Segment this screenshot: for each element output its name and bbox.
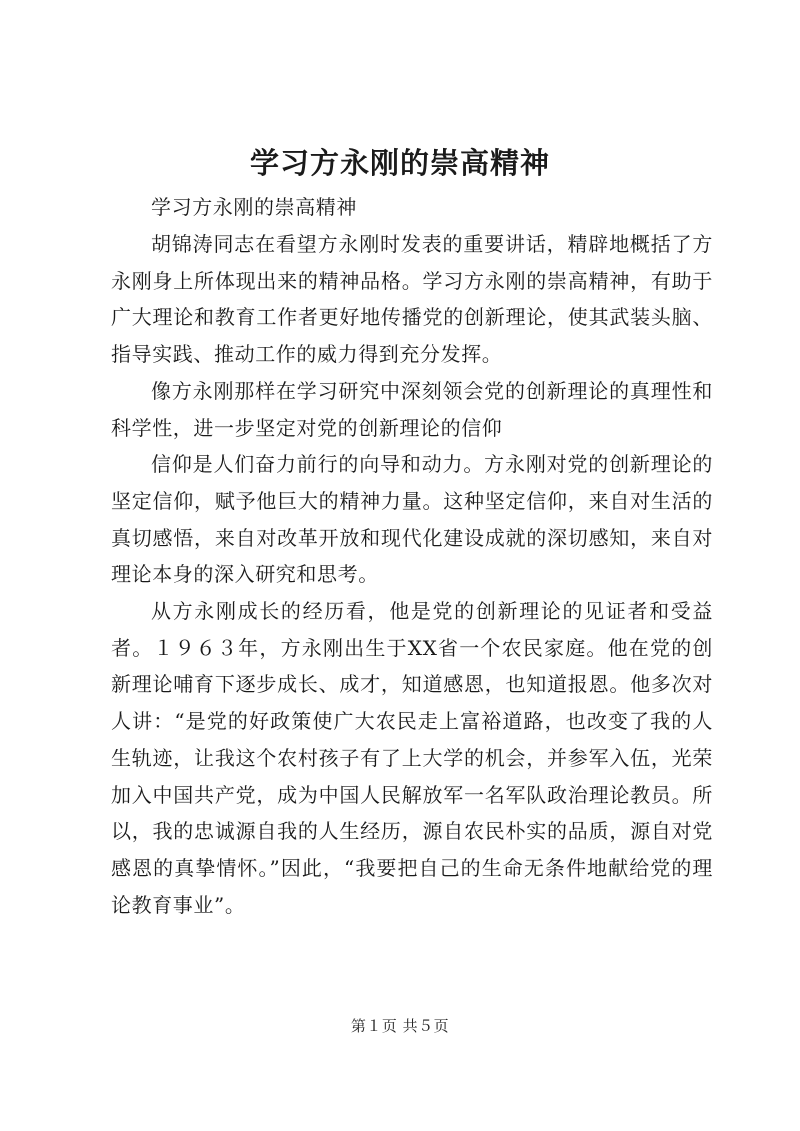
body-paragraph: 胡锦涛同志在看望方永刚时发表的重要讲话，精辟地概括了方永刚身上所体现出来的精神品格。学习方永刚的崇高精神，有助于广大理论和教育工作者更好地传播党的创新理论，使其武装头脑、指导实践、推动工作的威力得到充分发挥。 — [111, 232, 713, 367]
document-body — [111, 188, 713, 923]
body-paragraph: 从方永刚成长的经历看，他是党的创新理论的见证者和受益者。１９６３年，方永刚出生于XX省一个农民家庭。他在党的创新理论哺育下逐步成长、成才，知道感恩，也知道报恩。他多次对人讲：“是党的好政策使广大农民走上富裕道路，也改变了我的人生轨迹，让我这个农村孩子有了上大学的机会，并参军入伍，光荣加入中国共产党，成为中国人民解放军一名军队政治理论教员。所以，我的忠诚源自我的人生经历，源自农民朴实的品质，源自对党感恩的真挚情怀。”因此，“我要把自己的生命无条件地献给党的理论教育事业”。 — [111, 599, 713, 917]
document-title: 学习方永刚的崇高精神 — [249, 146, 550, 180]
body-paragraph: 像方永刚那样在学习研究中深刻领会党的创新理论的真理性和科学性，进一步坚定对党的创新理论的信仰 — [111, 378, 713, 440]
page-number: 第１页 共５页 — [350, 1017, 450, 1035]
subtitle-paragraph: 学习方永刚的崇高精神 — [151, 195, 357, 219]
body-paragraph: 信仰是人们奋力前行的向导和动力。方永刚对党的创新理论的坚定信仰，赋予他巨大的精神力量。这种坚定信仰，来自对生活的真切感悟，来自对改革开放和现代化建设成就的深切感知，来自对理论本身的深入研究和思考。 — [111, 452, 713, 587]
